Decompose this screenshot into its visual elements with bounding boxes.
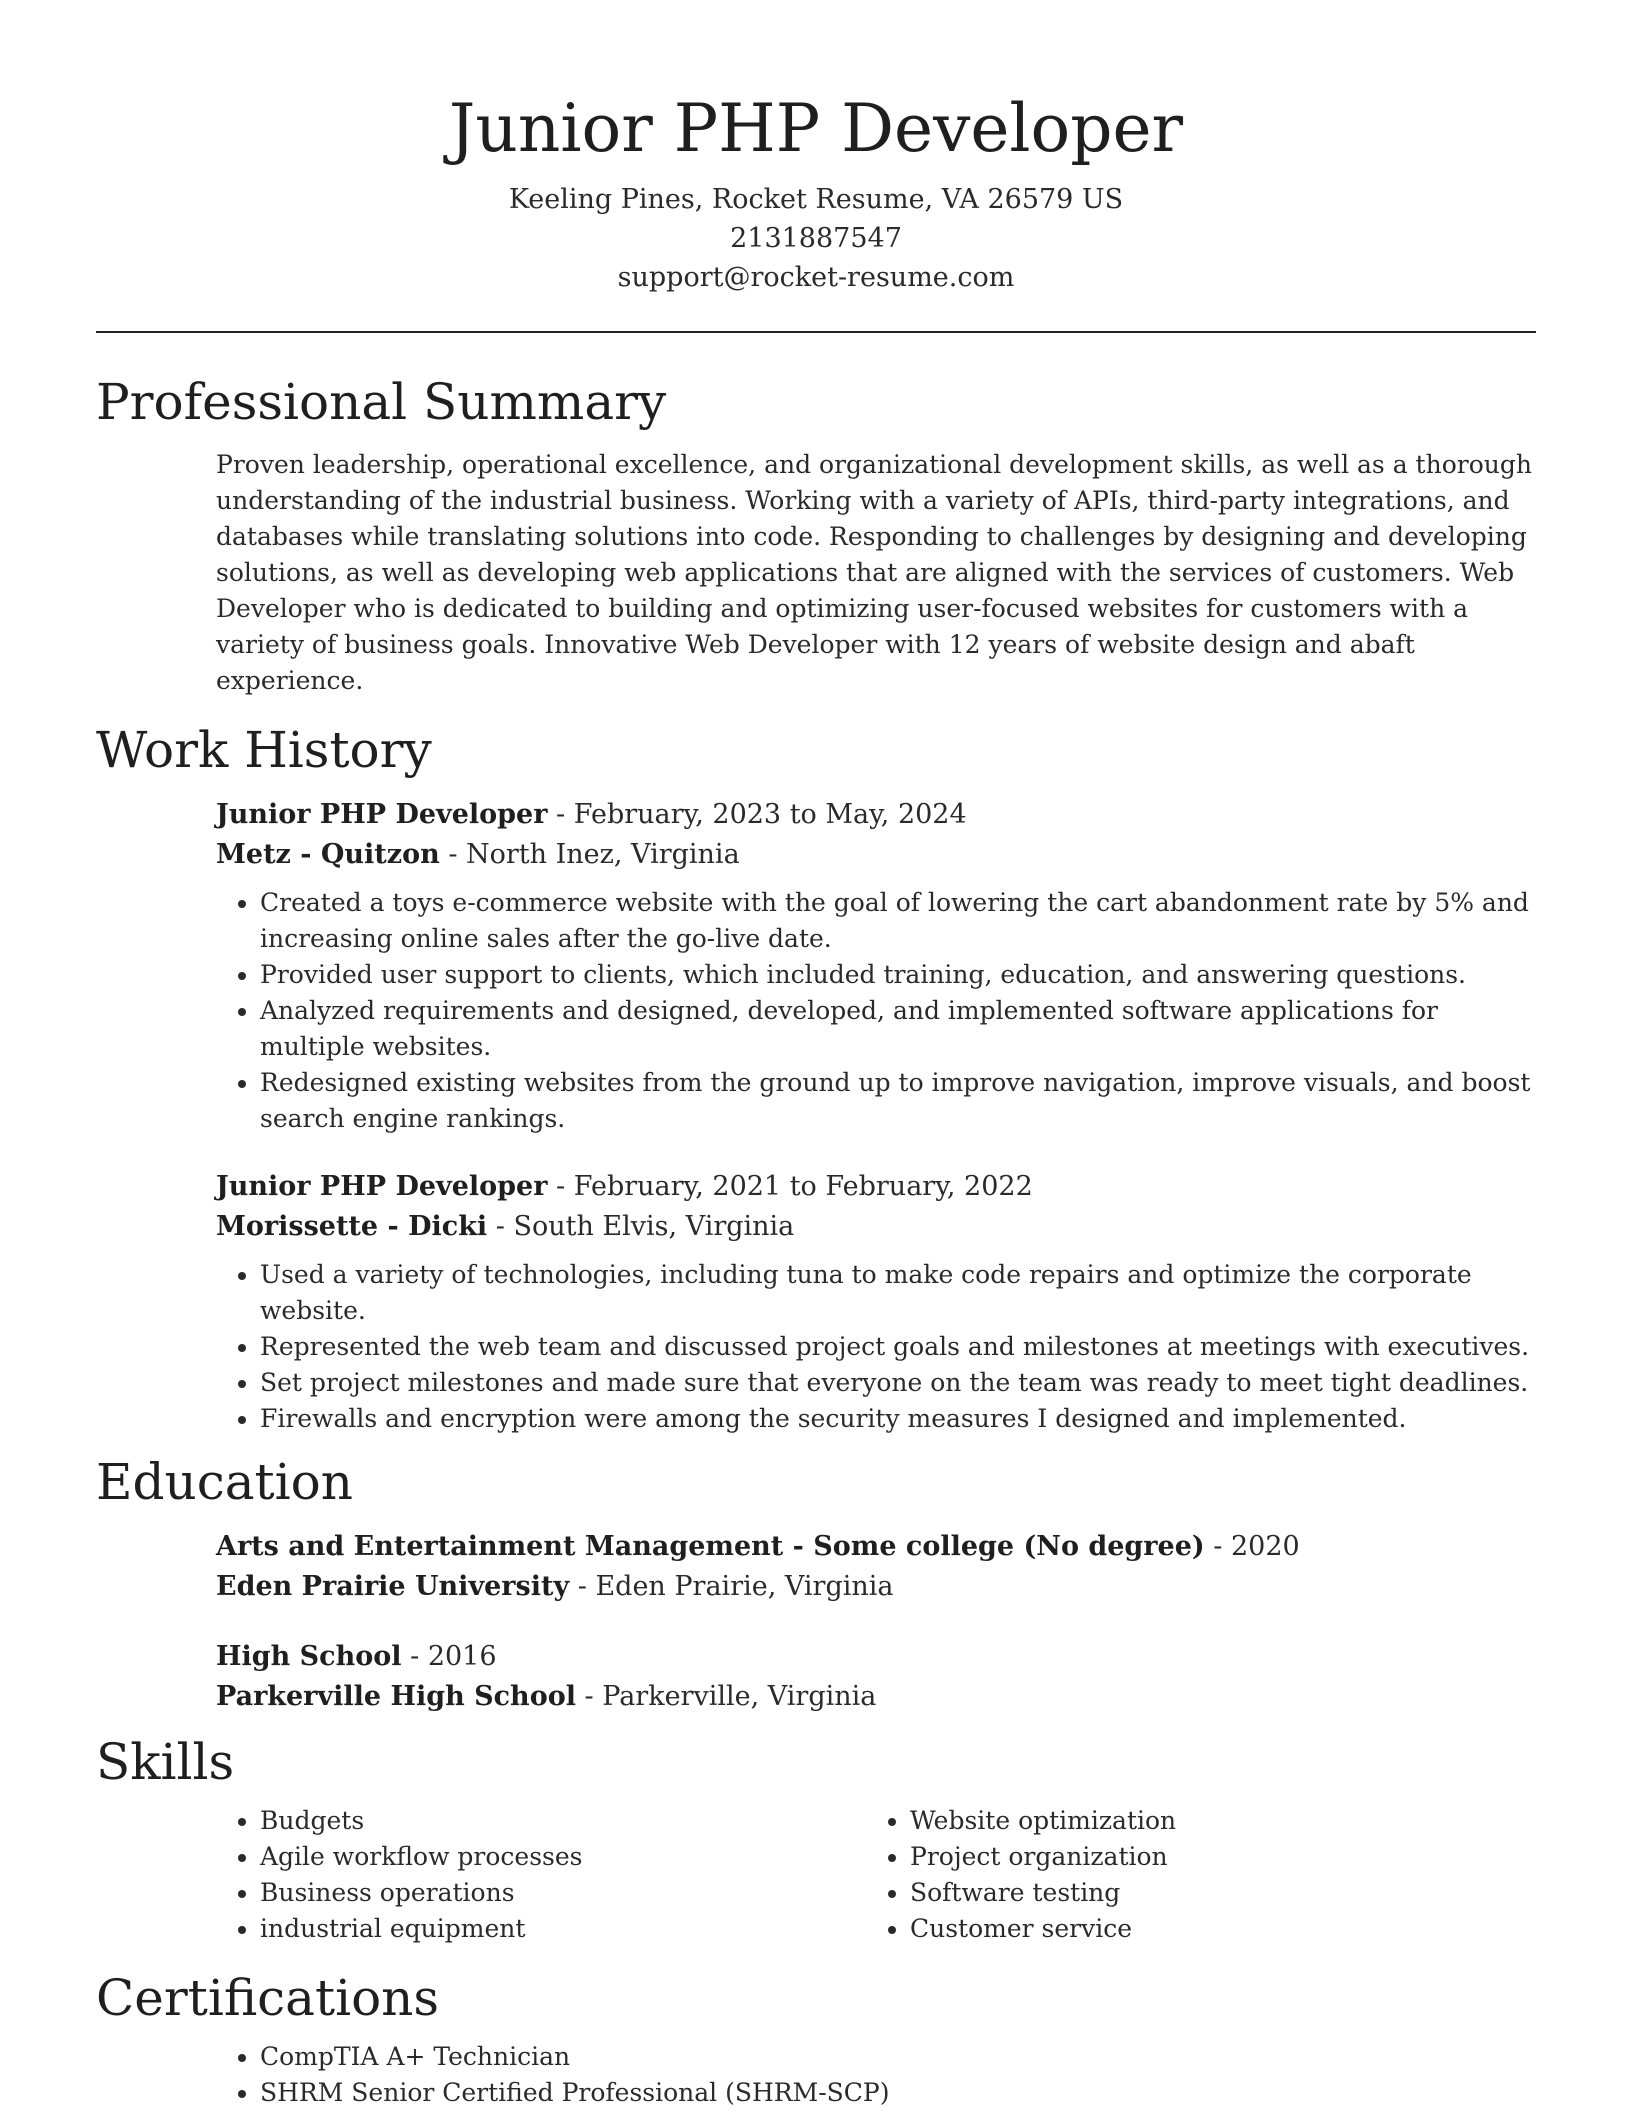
- job-title-line: [216, 1167, 1536, 1207]
- list-item: • Software testing: [910, 1875, 1516, 1911]
- summary-text: Proven leadership, operational excellence, and organizational development skills, as well as a thorough understanding of the industrial business. Working with a variety of APIs, third-party integrations, and databases while translating solutions into code. Responding to challenges by designing and developing solutions, as well as developing web applications that are aligned with the services of customers. Web Developer who is dedicated to building and optimizing user-focused websites for customers with a variety of business goals. Innovative Web Developer with 12 years of website design and abaft experience.: [216, 450, 1532, 695]
- skills-column-left: [216, 1799, 866, 1947]
- list-item: • Agile workflow processes: [260, 1839, 866, 1875]
- job-company-line: [216, 1207, 1536, 1247]
- school: Eden Prairie University: [216, 1571, 570, 1602]
- list-item: • SHRM Senior Certified Professional (SHRM-SCP): [260, 2075, 1536, 2111]
- header-divider: [96, 331, 1536, 333]
- degree-line: [216, 1637, 1536, 1677]
- school-line: [216, 1677, 1536, 1717]
- school-line: [216, 1567, 1536, 1607]
- list-item: • Created a toys e-commerce website with the goal of lowering the cart abandonment rate by 5% and increasing online sales after the go-live date.: [260, 885, 1536, 957]
- skills-list: [216, 1803, 866, 1947]
- summary-heading: Professional Summary: [96, 373, 667, 431]
- job-role: Junior PHP Developer: [216, 799, 548, 830]
- list-item: • Budgets: [260, 1803, 866, 1839]
- degree-line: [216, 1527, 1536, 1567]
- skills-section: [96, 1731, 1536, 1947]
- degree: High School: [216, 1641, 402, 1672]
- job-entry: [216, 1167, 1536, 1437]
- skills-column-right: [866, 1799, 1516, 1947]
- job-location: - South Elvis, Virginia: [487, 1211, 795, 1242]
- phone: 2131887547: [730, 223, 902, 254]
- list-item: • Represented the web team and discussed project goals and milestones at meetings with executives.: [260, 1329, 1536, 1365]
- skills-list: [866, 1803, 1516, 1947]
- list-item: • Project organization: [910, 1839, 1516, 1875]
- job-bullets: [216, 885, 1536, 1137]
- job-bullets: [216, 1257, 1536, 1437]
- degree-year: - 2016: [401, 1641, 497, 1672]
- list-item: • Analyzed requirements and designed, developed, and implemented software applications for multiple websites.: [260, 993, 1536, 1065]
- work-history-section: [96, 719, 1536, 1437]
- list-item: • Used a variety of technologies, including tuna to make code repairs and optimize the corporate website.: [260, 1257, 1536, 1329]
- education-entry: [216, 1527, 1536, 1607]
- job-location: - North Inez, Virginia: [439, 839, 740, 870]
- school: Parkerville High School: [216, 1681, 576, 1712]
- resume-header: [96, 0, 1536, 297]
- job-company: Morissette - Dicki: [216, 1211, 488, 1242]
- certifications-section: [96, 1967, 1536, 2111]
- resume-page: [96, 0, 1536, 2111]
- list-item: • Firewalls and encryption were among the security measures I designed and implemented.: [260, 1401, 1536, 1437]
- skills-heading: Skills: [96, 1733, 235, 1791]
- skills-grid: [216, 1799, 1536, 1947]
- job-dates: - February, 2021 to February, 2022: [547, 1171, 1033, 1202]
- list-item: • Set project milestones and made sure that everyone on the team was ready to meet tight deadlines.: [260, 1365, 1536, 1401]
- job-role: Junior PHP Developer: [216, 1171, 548, 1202]
- list-item: • Provided user support to clients, which included training, education, and answering questions.: [260, 957, 1536, 993]
- certifications-list: [216, 2039, 1536, 2111]
- list-item: • CompTIA A+ Technician: [260, 2039, 1536, 2075]
- school-location: - Parkerville, Virginia: [575, 1681, 877, 1712]
- list-item: • industrial equipment: [260, 1911, 866, 1947]
- email: support@rocket-resume.com: [617, 262, 1015, 293]
- list-item: • Business operations: [260, 1875, 866, 1911]
- job-dates: - February, 2023 to May, 2024: [547, 799, 967, 830]
- job-company: Metz - Quitzon: [216, 839, 440, 870]
- education-entry: [216, 1637, 1536, 1717]
- job-title-line: [216, 795, 1536, 835]
- candidate-title: Junior PHP Developer: [448, 90, 1184, 167]
- work-history-heading: Work History: [96, 721, 432, 779]
- education-section: [96, 1451, 1536, 1717]
- degree-year: - 2020: [1204, 1531, 1300, 1562]
- address: Keeling Pines, Rocket Resume, VA 26579 US: [508, 184, 1124, 215]
- education-heading: Education: [96, 1453, 353, 1511]
- list-item: • Customer service: [910, 1911, 1516, 1947]
- certifications-heading: Certifications: [96, 1969, 440, 2027]
- list-item: • Redesigned existing websites from the ground up to improve navigation, improve visuals, and boost search engine rankings.: [260, 1065, 1536, 1137]
- contact-info: [96, 180, 1536, 297]
- job-entry: [216, 795, 1536, 1137]
- summary-section: [96, 371, 1536, 699]
- degree: Arts and Entertainment Management - Some college (No degree): [216, 1531, 1205, 1562]
- job-company-line: [216, 835, 1536, 875]
- school-location: - Eden Prairie, Virginia: [569, 1571, 894, 1602]
- list-item: • Website optimization: [910, 1803, 1516, 1839]
